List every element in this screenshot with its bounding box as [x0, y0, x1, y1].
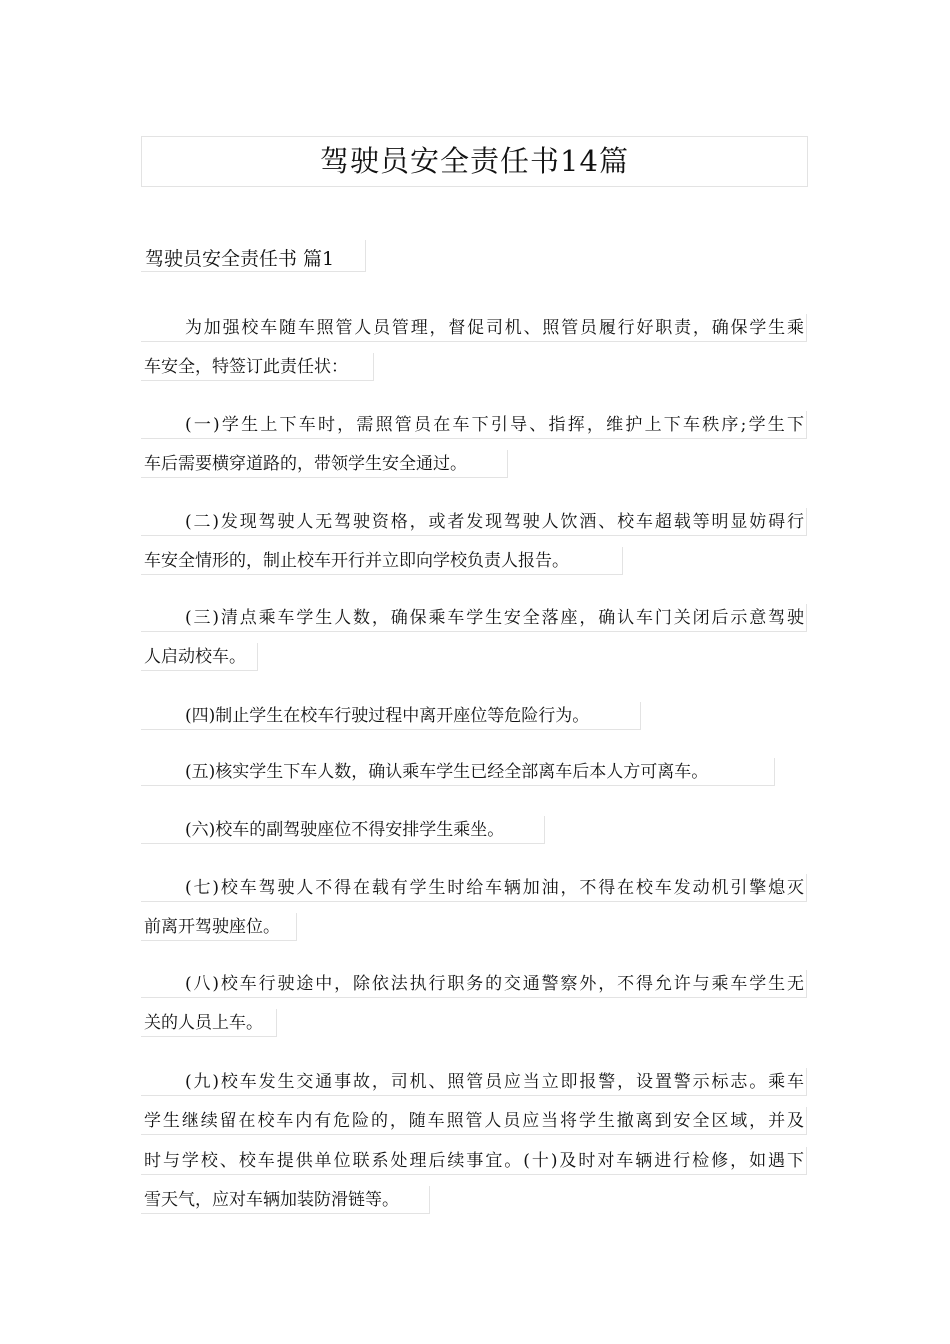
paragraph-line: 前离开驾驶座位。: [141, 913, 297, 941]
paragraph-line: (二)发现驾驶人无驾驶资格，或者发现驾驶人饮酒、校车超载等明显妨碍行: [141, 508, 807, 536]
paragraph-line: (七)校车驾驶人不得在载有学生时给车辆加油，不得在校车发动机引擎熄灭: [141, 874, 807, 902]
paragraph-line: 人启动校车。: [141, 643, 258, 671]
section-heading-box: [141, 240, 366, 272]
paragraph-line: (九)校车发生交通事故，司机、照管员应当立即报警，设置警示标志。乘车: [141, 1068, 807, 1096]
paragraph-line: 车后需要横穿道路的，带领学生安全通过。: [141, 450, 508, 478]
paragraph-line: 车安全，特签订此责任状：: [141, 353, 374, 381]
paragraph-line: (五)核实学生下车人数，确认乘车学生已经全部离车后本人方可离车。: [141, 758, 775, 786]
paragraph-line: (三)清点乘车学生人数，确保乘车学生安全落座，确认车门关闭后示意驾驶: [141, 604, 807, 632]
paragraph-line: 为加强校车随车照管人员管理，督促司机、照管员履行好职责，确保学生乘: [141, 314, 807, 342]
paragraph-line: (六)校车的副驾驶座位不得安排学生乘坐。: [141, 816, 545, 844]
paragraph-line: (四)制止学生在校车行驶过程中离开座位等危险行为。: [141, 702, 641, 730]
paragraph-line: 车安全情形的，制止校车开行并立即向学校负责人报告。: [141, 547, 623, 575]
document-title: 驾驶员安全责任书14篇: [320, 144, 629, 178]
paragraph-line: (一)学生上下车时，需照管员在车下引导、指挥，维护上下车秩序;学生下: [141, 411, 807, 439]
paragraph-line: 关的人员上车。: [141, 1009, 277, 1037]
document-title-box: [141, 136, 808, 187]
section-heading: 驾驶员安全责任书 篇1: [145, 248, 335, 270]
paragraph-line: 学生继续留在校车内有危险的，随车照管人员应当将学生撤离到安全区域，并及: [141, 1107, 807, 1135]
paragraph-line: 雪天气，应对车辆加装防滑链等。: [141, 1186, 430, 1214]
paragraph-line: 时与学校、校车提供单位联系处理后续事宜。(十)及时对车辆进行检修，如遇下: [141, 1147, 807, 1175]
paragraph-line: (八)校车行驶途中，除依法执行职务的交通警察外，不得允许与乘车学生无: [141, 970, 807, 998]
